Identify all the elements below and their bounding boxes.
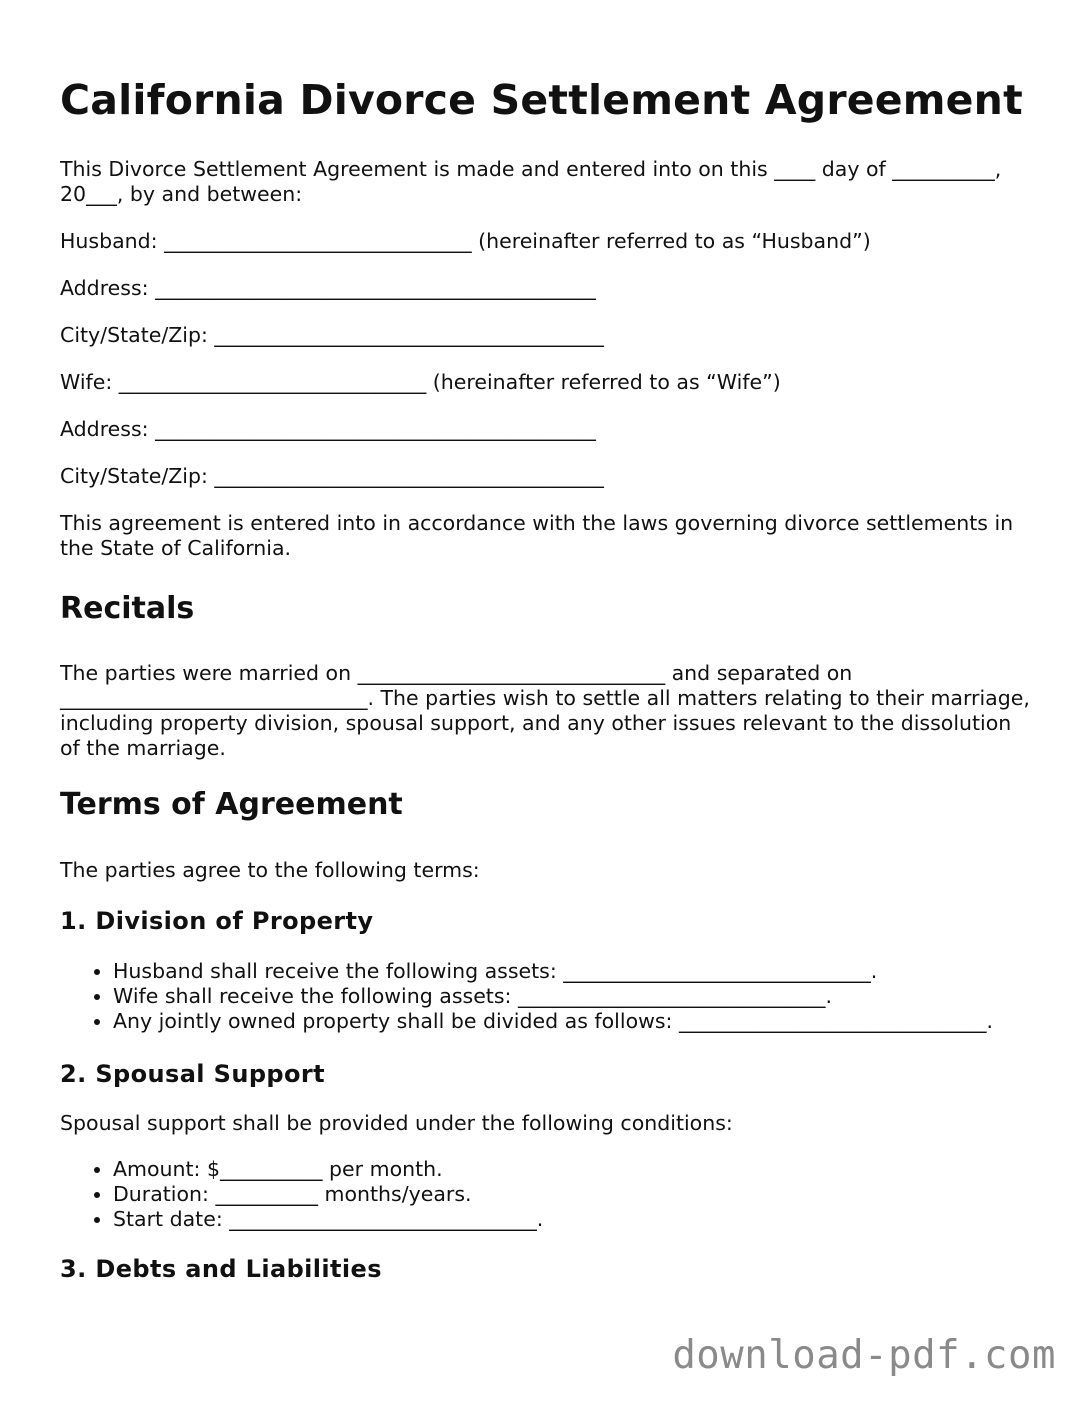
list-item: • Duration: __________ months/years. [113,1182,1030,1207]
list-item: • Wife shall receive the following assets: ______________________________. [113,984,1030,1009]
intro-paragraph: This Divorce Settlement Agreement is made and entered into on this ____ day of __________, 20___, by and between: [60,157,1002,206]
spousal-support-intro: Spousal support shall be provided under the following conditions: [60,1111,733,1135]
husband-address-field: Address: ___________________________________________ [60,276,596,300]
husband-city-field: City/State/Zip: ______________________________________ [60,323,604,347]
terms-intro: The parties agree to the following terms: [60,858,480,882]
property-list [60,959,1030,1034]
spousal-support-heading: 2. Spousal Support [60,1060,326,1088]
terms-heading: Terms of Agreement [60,787,403,822]
wife-city-field: City/State/Zip: ______________________________________ [60,464,604,488]
agreement-note: This agreement is entered into in accordance with the laws governing divorce settlements in the State of California. [60,511,1014,560]
wife-field: Wife: ______________________________ (hereinafter referred to as “Wife”) [60,370,781,394]
property-heading: 1. Division of Property [60,907,374,935]
recitals-heading: Recitals [60,591,195,626]
document-page [60,74,1030,1284]
debts-heading: 3. Debts and Liabilities [60,1255,382,1283]
watermark: download-pdf.com [672,1333,1056,1378]
recitals-paragraph: The parties were married on ______________________________ and separated on ______________________________. The parties wish to settle all matters relating to their marriage, including property division, spousal support, and any other issues relevant to the dissolution of the marriage. [60,661,1030,760]
list-item: • Amount: $__________ per month. [113,1157,1030,1182]
wife-address-field: Address: ___________________________________________ [60,417,596,441]
husband-field: Husband: ______________________________ (hereinafter referred to as “Husband”) [60,229,871,253]
spousal-support-list [60,1157,1030,1232]
list-item: • Start date: ______________________________. [113,1207,1030,1232]
document-title: California Divorce Settlement Agreement [60,76,1023,124]
list-item: • Husband shall receive the following assets: ______________________________. [113,959,1030,984]
list-item: • Any jointly owned property shall be divided as follows: ______________________________. [113,1009,1030,1034]
